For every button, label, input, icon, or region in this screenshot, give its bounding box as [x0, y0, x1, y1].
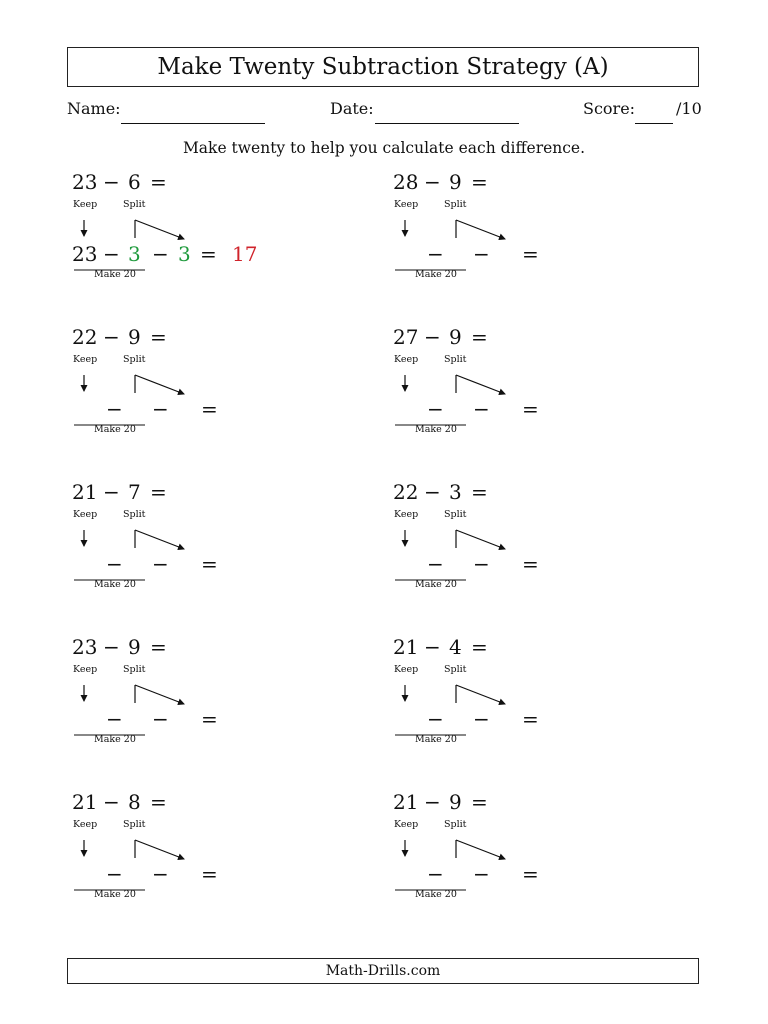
equals-sign: = [471, 635, 488, 659]
split-label: Split [444, 199, 467, 210]
split-label: Split [123, 509, 146, 520]
split-arrow [456, 375, 505, 394]
equals-sign: = [150, 325, 167, 349]
minuend: 28 [393, 170, 419, 194]
minus-sign: − [106, 862, 123, 886]
subtrahend: 7 [128, 480, 141, 504]
minus-sign: − [103, 635, 120, 659]
subtrahend: 3 [449, 480, 462, 504]
keep-label: Keep [73, 509, 98, 520]
keep-value: 23 [72, 242, 98, 266]
split-arrow [135, 375, 184, 394]
worksheet-title: Make Twenty Subtraction Strategy (A) [67, 47, 699, 87]
subtrahend: 8 [128, 790, 141, 814]
equals-sign: = [150, 790, 167, 814]
split-label: Split [444, 354, 467, 365]
minus-sign: − [424, 635, 441, 659]
equals-sign: = [150, 170, 167, 194]
minus-sign: − [473, 862, 490, 886]
equals-sign: = [201, 552, 218, 576]
strategy-lines [393, 790, 523, 900]
problem-3 [72, 325, 372, 465]
minus-sign: − [103, 170, 120, 194]
keep-label: Keep [394, 664, 419, 675]
strategy-lines [72, 325, 202, 435]
name-field[interactable] [121, 123, 265, 124]
subtrahend: 9 [449, 325, 462, 349]
split-arrow [135, 530, 184, 549]
date-label: Date: [330, 99, 374, 118]
minuend: 21 [72, 480, 98, 504]
keep-label: Keep [394, 509, 419, 520]
problem-5 [72, 480, 372, 620]
make20-label: Make 20 [94, 424, 136, 435]
strategy-lines [72, 480, 202, 590]
equals-sign: = [522, 397, 539, 421]
minus-sign: − [427, 552, 444, 576]
minus-sign: − [424, 325, 441, 349]
minus-sign: − [473, 242, 490, 266]
make20-label: Make 20 [415, 579, 457, 590]
strategy-lines [393, 325, 523, 435]
date-field[interactable] [375, 123, 519, 124]
equals-sign: = [150, 480, 167, 504]
split-label: Split [123, 819, 146, 830]
minus-sign: − [103, 790, 120, 814]
minus-sign: − [152, 862, 169, 886]
minus-sign: − [106, 552, 123, 576]
problem-6 [393, 480, 693, 620]
split-arrow [456, 220, 505, 239]
equals-sign: = [522, 862, 539, 886]
subtrahend: 9 [449, 790, 462, 814]
make20-label: Make 20 [94, 269, 136, 280]
subtrahend: 9 [128, 325, 141, 349]
split-arrow [135, 840, 184, 859]
split-label: Split [123, 354, 146, 365]
instructions: Make twenty to help you calculate each difference. [182, 139, 586, 157]
make20-label: Make 20 [415, 269, 457, 280]
minus-sign: − [152, 397, 169, 421]
keep-label: Keep [394, 354, 419, 365]
keep-label: Keep [394, 199, 419, 210]
split-arrow [456, 685, 505, 704]
make20-label: Make 20 [415, 424, 457, 435]
minuend: 23 [72, 170, 98, 194]
equals-sign: = [522, 242, 539, 266]
problem-7 [72, 635, 372, 775]
equals-sign: = [150, 635, 167, 659]
minus-sign: − [473, 707, 490, 731]
name-label: Name: [67, 99, 121, 118]
make20-label: Make 20 [415, 889, 457, 900]
minus-sign: − [427, 242, 444, 266]
minus-sign: − [424, 790, 441, 814]
subtrahend: 6 [128, 170, 141, 194]
split-label: Split [123, 664, 146, 675]
split-arrow [135, 685, 184, 704]
equals-sign: = [201, 397, 218, 421]
make20-label: Make 20 [415, 734, 457, 745]
minus-sign: − [427, 707, 444, 731]
strategy-lines [393, 635, 523, 745]
keep-label: Keep [73, 664, 98, 675]
keep-label: Keep [394, 819, 419, 830]
equals-sign: = [471, 480, 488, 504]
minus-sign: − [103, 480, 120, 504]
score-label: Score: [583, 99, 636, 118]
equals-sign: = [201, 862, 218, 886]
split-arrow [456, 840, 505, 859]
strategy-lines [393, 170, 523, 280]
score-field[interactable] [635, 123, 673, 124]
make20-label: Make 20 [94, 579, 136, 590]
minus-sign: − [152, 242, 169, 266]
problem-10 [393, 790, 693, 930]
problem-1 [72, 170, 372, 310]
make20-label: Make 20 [94, 734, 136, 745]
answer-value: 17 [232, 242, 258, 266]
equals-sign: = [522, 707, 539, 731]
minus-sign: − [152, 552, 169, 576]
split-arrow [456, 530, 505, 549]
minus-sign: − [427, 862, 444, 886]
minus-sign: − [106, 397, 123, 421]
equals-sign: = [471, 170, 488, 194]
problem-9 [72, 790, 372, 930]
minus-sign: − [103, 325, 120, 349]
subtrahend: 9 [449, 170, 462, 194]
keep-label: Keep [73, 199, 98, 210]
strategy-lines [72, 635, 202, 745]
equals-sign: = [200, 242, 217, 266]
equals-sign: = [522, 552, 539, 576]
minuend: 22 [72, 325, 98, 349]
minus-sign: − [424, 170, 441, 194]
minuend: 27 [393, 325, 419, 349]
subtrahend: 9 [128, 635, 141, 659]
footer: Math-Drills.com [67, 958, 699, 984]
minus-sign: − [473, 397, 490, 421]
minus-sign: − [106, 707, 123, 731]
strategy-lines [72, 790, 202, 900]
split-label: Split [444, 819, 467, 830]
split-label: Split [123, 199, 146, 210]
keep-label: Keep [73, 819, 98, 830]
equals-sign: = [471, 790, 488, 814]
minus-sign: − [473, 552, 490, 576]
minus-sign: − [152, 707, 169, 731]
minuend: 23 [72, 635, 98, 659]
split-label: Split [444, 509, 467, 520]
make20-label: Make 20 [94, 889, 136, 900]
minus-sign: − [427, 397, 444, 421]
split-part-1: 3 [128, 242, 141, 266]
equals-sign: = [201, 707, 218, 731]
split-label: Split [444, 664, 467, 675]
split-part-2: 3 [178, 242, 191, 266]
score-total: /10 [676, 99, 702, 118]
strategy-lines [393, 480, 523, 590]
split-arrow [135, 220, 184, 239]
subtrahend: 4 [449, 635, 462, 659]
minuend: 21 [393, 790, 419, 814]
minuend: 22 [393, 480, 419, 504]
problem-8 [393, 635, 693, 775]
problem-2 [393, 170, 693, 310]
problem-4 [393, 325, 693, 465]
minuend: 21 [72, 790, 98, 814]
minuend: 21 [393, 635, 419, 659]
minus-sign: − [424, 480, 441, 504]
equals-sign: = [471, 325, 488, 349]
minus-sign: − [103, 242, 120, 266]
keep-label: Keep [73, 354, 98, 365]
